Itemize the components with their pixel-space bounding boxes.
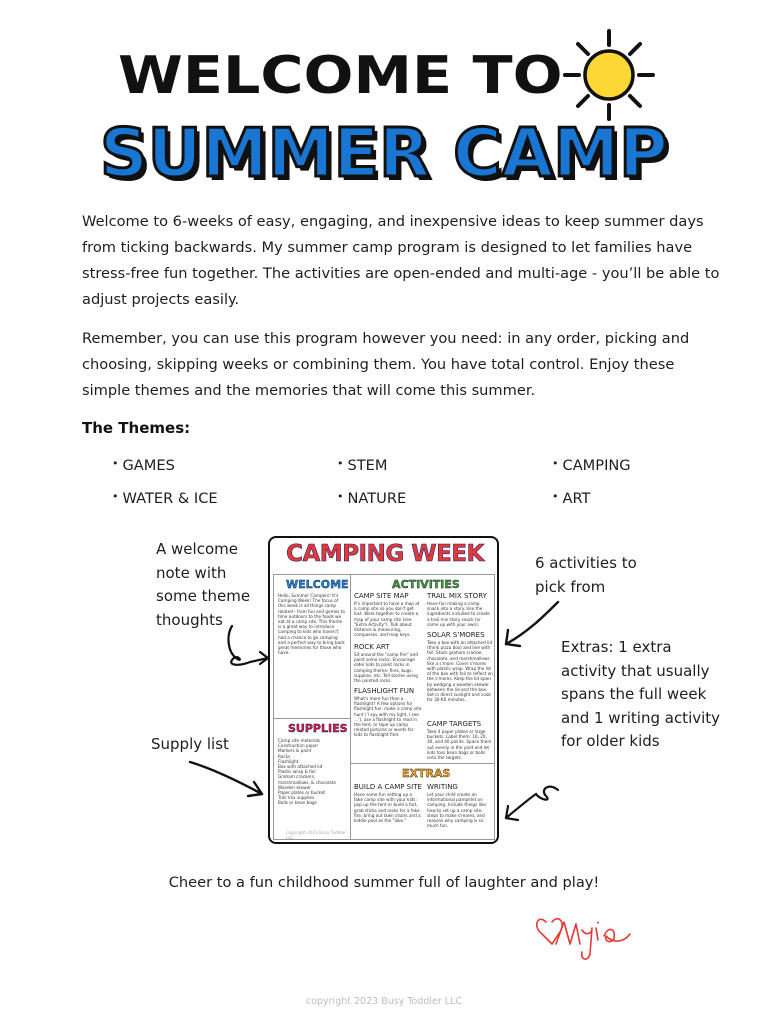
note-welcome: A welcome note with some theme thoughts	[156, 540, 251, 629]
copyright: copyright 2023 Busy Toddler LLC	[305, 996, 463, 1007]
intro-paragraph-2: Remember, you can use this program however you need: in any order, picking and choosing, skipping weeks or combining them. You have total control. Enjoy these simple themes and the memories that will come this summer.	[82, 330, 690, 399]
note-supply-list: Supply list	[151, 735, 229, 753]
preview-welcome-heading: WELCOME	[286, 578, 349, 591]
preview-extra-text: Let your child create an informational pamphlet on camping. Include things like: how to set up a camp site, steps to make s'mores, and reasons why camping is so much fun.	[427, 792, 488, 829]
preview-activity-text: It's important to have a map at a camp site so you don't get lost. Work together to create a map of your camp site (see "Extra Activity"). Talk about distance & measuring, compasses, and map keys.	[354, 601, 420, 638]
preview-extras-heading: EXTRAS	[402, 767, 451, 780]
bullet-icon: •	[337, 490, 344, 503]
theme-item-water-ice	[112, 490, 218, 507]
preview-frame	[273, 574, 495, 840]
preview-supplies-text: Camp site materials Construction paper Markers & paint Rocks Flashlight Box with attached lid Plastic wrap & foil Graham crackers, marshmallows, & chocolate Wooden skewer Paper plates or bucket Trail mix supplies Balls or bean bags	[278, 738, 336, 806]
preview-activity-text: What's more fun than a flashlight? A few options for flashlight fun: make a camp site hunt ('I spy with my light, I see …'), use a flashlight to read in the tent, or tape up camp related pictures or words for kids to flashlight find.	[354, 696, 422, 738]
hand-drawn-arrow-icon	[186, 758, 268, 806]
preview-extra-text: Have some fun setting up a fake camp site with your kids: pop up the tent or build a fort, grab sticks and rocks for a fake fire, bring out lawn chairs and a kiddie pool as the "lake."	[354, 792, 421, 824]
theme-item-camping	[552, 457, 631, 474]
note-activities: 6 activities to pick from	[535, 554, 637, 596]
preview-supplies-heading: SUPPLIES	[288, 722, 348, 735]
intro-paragraph-1: Welcome to 6-weeks of easy, engaging, and inexpensive ideas to keep summer days from ticking backwards. My summer camp program is designed to let families have stress-free fun together. The activities are open-ended and multi-age - you’ll be able to adjust projects easily.	[82, 213, 720, 308]
theme-item-stem	[337, 457, 388, 474]
bullet-icon: •	[552, 490, 559, 503]
preview-activity-text: Sit around the "camp fire" and paint some rocks. Encourage older kids to paint rocks in camping theme: fires, bugs, supplies, etc. Tell stories using the painted rocks.	[354, 652, 418, 684]
preview-divider	[350, 763, 495, 764]
theme-item-nature	[337, 490, 406, 507]
theme-label: STEM	[347, 457, 388, 474]
preview-divider	[274, 718, 350, 719]
preview-activity-text: Take a box with an attached lid (think pizza box) and line with foil. Stack graham cracker, chocolate, and marshmallows like a s'more. Cover s'mores with plastic wrap. Wrap the lid of the box with foil to reflect on the s'mores. Keep the lid open by wedging a wooden skewer between the lid and the box. Set in direct sunlight and cook for 30-60 minutes.	[427, 640, 493, 703]
hand-drawn-arrow-icon	[222, 622, 272, 672]
preview-activity-title: ROCK ART	[354, 643, 390, 651]
camping-week-preview	[268, 536, 499, 844]
sun-icon	[561, 27, 657, 123]
bullet-icon: •	[112, 457, 119, 470]
preview-title: CAMPING WEEK	[286, 541, 484, 567]
preview-activity-title: CAMP SITE MAP	[354, 592, 409, 600]
hand-drawn-arrow-icon	[500, 780, 562, 824]
theme-label: WATER & ICE	[122, 490, 218, 507]
note-extras: Extras: 1 extra activity that usually spans the full week and 1 writing activity for older kids	[561, 638, 721, 750]
preview-activity-text: Have fun making a camp snack into a story. Use the ingredients included to create a trail mix story snack (or come up with your own).	[427, 601, 490, 627]
preview-activity-title: FLASHLIGHT FUN	[354, 687, 415, 695]
preview-divider	[350, 575, 351, 840]
hand-drawn-arrow-icon	[500, 598, 562, 652]
preview-welcome-text: Hello, Summer Campers! It's Camping Week! The focus of this week is all things camp related - from fun and games to time outdoors to the foods we eat at a camp site. This theme is a great way to introduce camping to kids who haven't had a chance to go camping and a perfect way to bring back great memories for those who have.	[278, 593, 345, 656]
title-summer-camp: SUMMER CAMP	[100, 114, 668, 192]
preview-activity-text: Take 4 paper plates or large buckets. Label them: 10, 20, 30, and 40 points. Space them out evenly in the yard and let kids toss bean bags or balls onto the targets.	[427, 729, 492, 761]
theme-label: CAMPING	[562, 457, 631, 474]
bullet-icon: •	[337, 457, 344, 470]
preview-activity-title: CAMP TARGETS	[427, 720, 482, 728]
theme-item-art	[552, 490, 590, 507]
theme-label: ART	[562, 490, 591, 507]
themes-heading: The Themes:	[82, 419, 191, 437]
theme-label: GAMES	[122, 457, 175, 474]
preview-activities-heading: ACTIVITIES	[392, 578, 460, 591]
preview-footer: copyright 2023 Busy Toddler LLC	[286, 830, 346, 841]
preview-activity-title: TRAIL MIX STORY	[427, 592, 487, 600]
bullet-icon: •	[112, 490, 119, 503]
title-welcome-to: WELCOME TO	[118, 46, 563, 106]
theme-item-games	[112, 457, 175, 474]
preview-activity-title: SOLAR S'MORES	[427, 631, 485, 639]
signature	[534, 908, 634, 970]
preview-extra-title: WRITING	[427, 783, 458, 791]
theme-label: NATURE	[347, 490, 407, 507]
bullet-icon: •	[552, 457, 559, 470]
closing-line: Cheer to a fun childhood summer full of laughter and play!	[168, 874, 600, 891]
preview-extra-title: BUILD A CAMP SITE	[354, 783, 422, 791]
